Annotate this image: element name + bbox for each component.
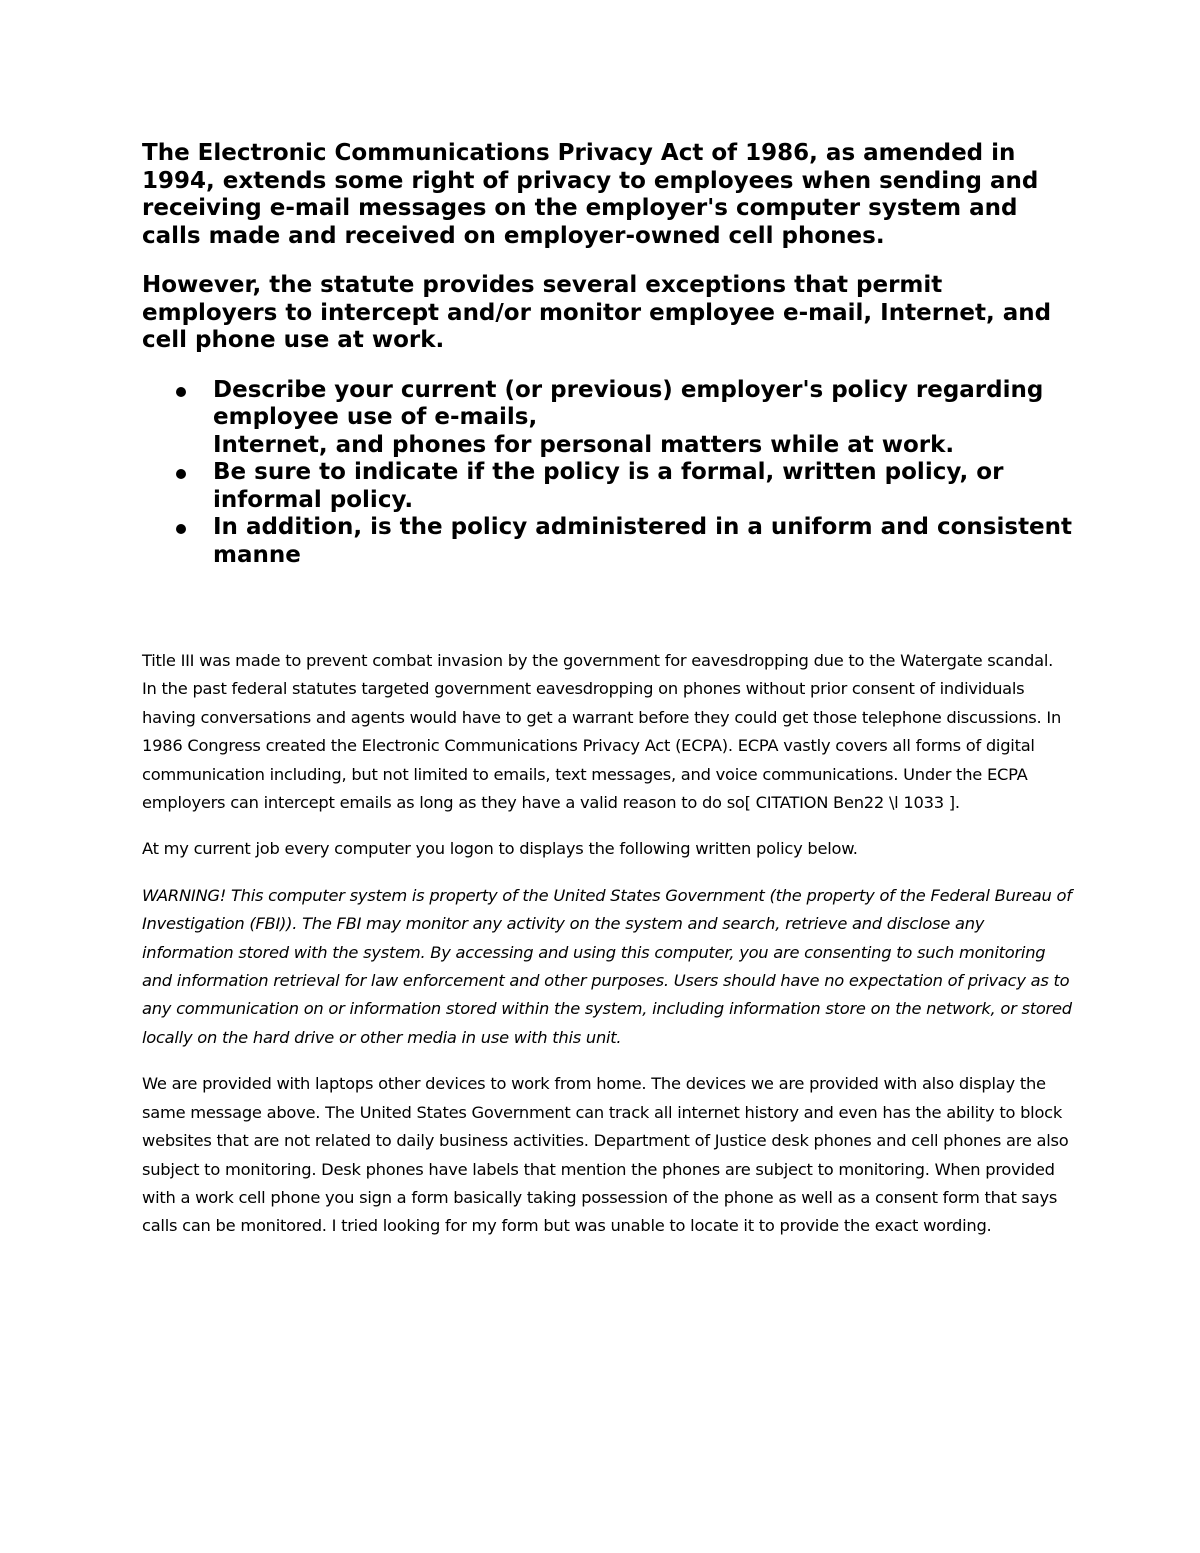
bullet-dot-icon xyxy=(176,524,186,534)
bullet-text-line1: Describe your current (or previous) employer's policy regarding employee use of e-mails, xyxy=(213,376,1044,430)
prompt-exceptions-paragraph: However, the statute provides several exceptions that permit employers to intercept and/or monitor employee e-mail, Internet, and cell phone use at work. xyxy=(142,272,1052,353)
response-paragraph-current-job: At my current job every computer you logon to displays the following written policy below. xyxy=(142,839,858,859)
student-response xyxy=(142,647,1072,1259)
bullet-item-uniform-manner xyxy=(213,514,1082,569)
assignment-prompt xyxy=(142,140,1082,569)
response-paragraph-devices: We are provided with laptops other devices to work from home. The devices we are provided with also display the same message above. The United States Government can track all internet history and even has the ability to block websites that are not related to daily business activities. Department of Justice desk phones and cell phones are also subject to monitoring. Desk phones have labels that mention the phones are subject to monitoring. When provided with a work cell phone you sign a form basically taking possession of the phone as well as a consent form that says calls can be monitored. I tried looking for my form but was unable to locate it to provide the exact wording. xyxy=(142,1074,1069,1236)
response-paragraph-title-iii: Title III was made to prevent combat invasion by the government for eavesdropping due to the Watergate scandal. In the past federal statutes targeted government eavesdropping on phones without prior consent of individuals having conversations and agents would have to get a warrant before they could get those telephone discussions. In 1986 Congress created the Electronic Communications Privacy Act (ECPA). ECPA vastly covers all forms of digital communication including, but not limited to emails, text messages, and voice communications. Under the ECPA employers can intercept emails as long as they have a valid reason to do so[ CITATION Ben22 \l 1033 ]. xyxy=(142,651,1062,813)
bullet-text-line2: Internet, and phones for personal matters while at work. xyxy=(213,431,955,458)
bullet-item-describe-policy xyxy=(213,377,1082,460)
bullet-dot-icon xyxy=(176,387,186,397)
bullet-dot-icon xyxy=(176,469,186,479)
warning-policy-text: WARNING! This computer system is property of the United States Government (the property of the Federal Bureau of Investigation (FBI)). The FBI may monitor any activity on the system and search, retrieve and disclose any information stored with the system. By accessing and using this computer, you are consenting to such monitoring and information retrieval for law enforcement and other purposes. Users should have no expectation of privacy as to any communication on or information stored within the system, including information store on the network, or stored locally on the hard drive or other media in use with this unit. xyxy=(142,885,1072,1047)
bullet-item-formal-policy xyxy=(213,459,1082,514)
bullet-text: Be sure to indicate if the policy is a formal, written policy, or informal policy. xyxy=(213,459,1004,513)
prompt-bullet-list xyxy=(142,377,1082,570)
prompt-intro-paragraph: The Electronic Communications Privacy Act of 1986, as amended in 1994, extends some right of privacy to employees when sending and receiving e-mail messages on the employer's computer system and calls made and received on employer-owned cell phones. xyxy=(142,140,1039,249)
bullet-text: In addition, is the policy administered in a uniform and consistent manne xyxy=(213,514,1073,568)
